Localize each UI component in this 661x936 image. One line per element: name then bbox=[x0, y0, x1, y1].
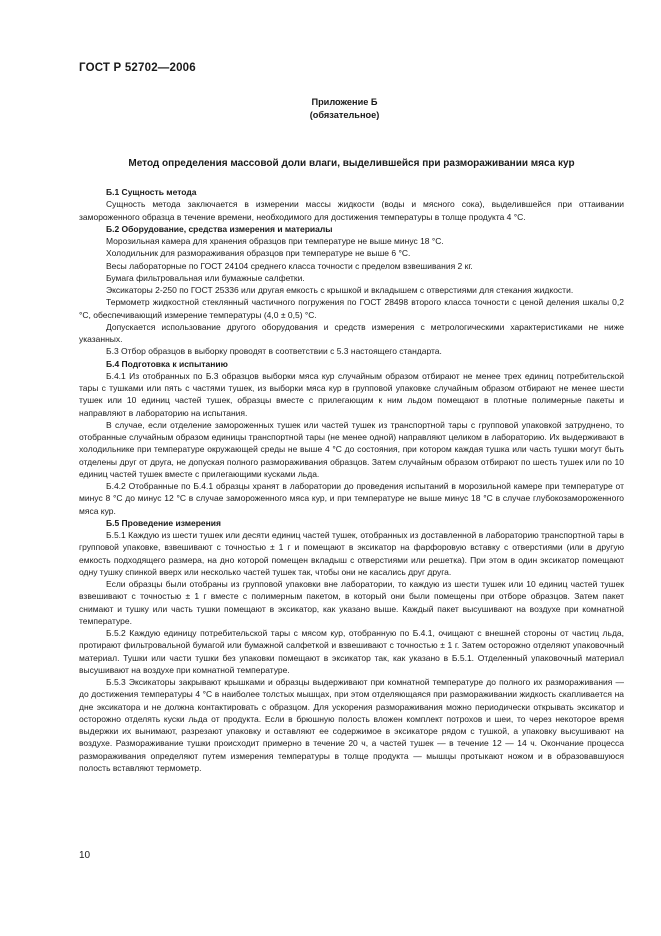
paragraph: Сущность метода заключается в измерении массы жидкости (воды и мясного сока), выделившейся при оттаивании замороженного образца в течение времени, необходимого для достижения температуры в толще продукта 4 °С. bbox=[79, 199, 624, 222]
paragraph: Б.5.3 Эксикаторы закрывают крышками и образцы выдерживают при комнатной температуре до полного их размораживания — до достижения температуры 4 °С в наиболее толстых мышцах, при этом отделяющаяся при размораживании жидкость скапливается на дне эксикатора и не должна контактировать с образцом. Для ускорения размораживания можно периодически открывать эксикатор и осторожно отделять куски льда от продукта. Если в брюшную полость вложен комплект потрохов и шеи, то через некоторое время выдержки их вынимают, разрезают упаковку и оставляют ее содержимое в эксикаторе рядом с тушкой, а упаковку высушивают на воздухе. Размораживание тушки происходит примерно в течение 20 ч, а частей тушек — в течение 12 — 14 ч. Окончание процесса размораживания определяют путем измерения температуры в толще продукта — мышцы протыкают ножом и в образовавшуюся полость вставляют термометр. bbox=[79, 677, 624, 773]
paragraph: Б.5.1 Каждую из шести тушек или десяти единиц частей тушек, отобранных из доставленной в лабораторию транспортной тары в групповой упаковке, взвешивают с точностью ± 1 г и помещают в эксикатор на фарфоровую вставку с отверстиями (или в другую емкость подходящего размера, на дно которой помещен вкладыш с отверстиями или решетка). При этом в один эксикатор помещают одну тушку спинкой вверх или несколько частей тушек так, чтобы они не касались друг друга. bbox=[79, 530, 624, 577]
paragraph: Б.4.1 Из отобранных по Б.3 образцов выборки мяса кур случайным образом отбирают не менее трех единиц потребительской тары с тушками или пять с частями тушек, из выборки мяса кур в групповой упаковке случайным образом отбирают не менее шести тушек или 10 единиц частей тушек, образцы вместе с прилегающим к ним льдом помещают в плотные полимерные пакеты и направляют в лабораторию на испытания. bbox=[79, 370, 624, 418]
document-code: ГОСТ Р 52702—2006 bbox=[79, 62, 196, 74]
paragraph: Б.5.2 Каждую единицу потребительской тары с мясом кур, отобранную по Б.4.1, очищают с внешней стороны от частиц льда, протирают фильтровальной бумагой или бумажной салфеткой и взвешивают с точностью ± 1 г. Затем осторожно отделяют упаковочный материал. Тушки или части тушки без упаковки помещают в эксикатор так, как указано в Б.5.1. Отделенный упаковочный материал высушивают на воздухе при комнатной температуре. bbox=[79, 628, 624, 675]
section-heading: Б.2 Оборудование, средства измерения и материалы bbox=[106, 223, 333, 234]
paragraph: Б.4.2 Отобранные по Б.4.1 образцы хранят в лаборатории до проведения испытаний в морозильной камере при температуре от минус 8 °С до минус 12 °С в случае замороженного мяса кур, и при температуре не выше минус 18 °С в случае глубокозамороженного мяса кур. bbox=[79, 481, 624, 516]
paragraph: Холодильник для размораживания образцов при температуре не выше 6 °С. bbox=[106, 248, 411, 259]
annex-heading bbox=[0, 96, 661, 122]
paragraph: Весы лабораторные по ГОСТ 24104 среднего класса точности с пределом взвешивания 2 кг. bbox=[106, 260, 473, 271]
paragraph: Б.3 Отбор образцов в выборку проводят в соответствии с 5.3 настоящего стандарта. bbox=[106, 346, 442, 357]
method-title: Метод определения массовой доли влаги, выделившейся при размораживании мяса кур bbox=[128, 158, 575, 169]
paragraph: Бумага фильтровальная или бумажные салфетки. bbox=[106, 272, 305, 283]
section-heading: Б.5 Проведение измерения bbox=[106, 517, 221, 528]
annex-title: Приложение Б bbox=[311, 97, 378, 107]
paragraph: Эксикаторы 2-250 по ГОСТ 25336 или другая емкость с крышкой и вкладышем с отверстиями для стекания жидкости. bbox=[106, 285, 574, 295]
annex-status: (обязательное) bbox=[309, 110, 380, 120]
paragraph: Морозильная камера для хранения образцов при температуре не выше минус 18 °С. bbox=[106, 236, 444, 246]
page-number: 10 bbox=[79, 850, 91, 861]
document-body bbox=[79, 186, 624, 774]
section-heading: Б.4 Подготовка к испытанию bbox=[106, 358, 228, 369]
paragraph: В случае, если отделение замороженных тушек или частей тушек из транспортной тары с групповой упаковкой затруднено, то отобранные случайным образом единицы транспортной тары (не менее одной) направляют целиком в лабораторию. Их выдерживают в холодильнике при температуре окружающей среды не выше 4 °С до состояния, при котором каждая тушка или часть тушки могут быть отделены друг от друга, не допуская полного размораживания образцов. Затем случайным образом отбирают по шесть тушек или по 10 единиц частей тушек вместе с прилегающими кусками льда. bbox=[79, 419, 624, 479]
section-heading: Б.1 Сущность метода bbox=[106, 187, 197, 197]
paragraph: Если образцы были отобраны из групповой упаковки вне лаборатории, то каждую из шести тушек или 10 единиц частей тушек взвешивают с точностью ± 1 г вместе с полимерным пакетом, в который они были помещены при отборе образцов. Затем пакет снимают и тушку или часть тушки помещают в эксикатор, как указано выше. Каждый пакет высушивают на воздухе при комнатной температуре. bbox=[79, 579, 624, 626]
paragraph: Допускается использование другого оборудования и средств измерения с метрологическими характеристиками не ниже указанных. bbox=[79, 321, 624, 344]
paragraph: Термометр жидкостной стеклянный частичного погружения по ГОСТ 28498 второго класса точности с ценой деления шкалы 0,2 °С, обеспечивающий измерение температуры (4,0 ± 0,5) °С. bbox=[79, 297, 624, 320]
